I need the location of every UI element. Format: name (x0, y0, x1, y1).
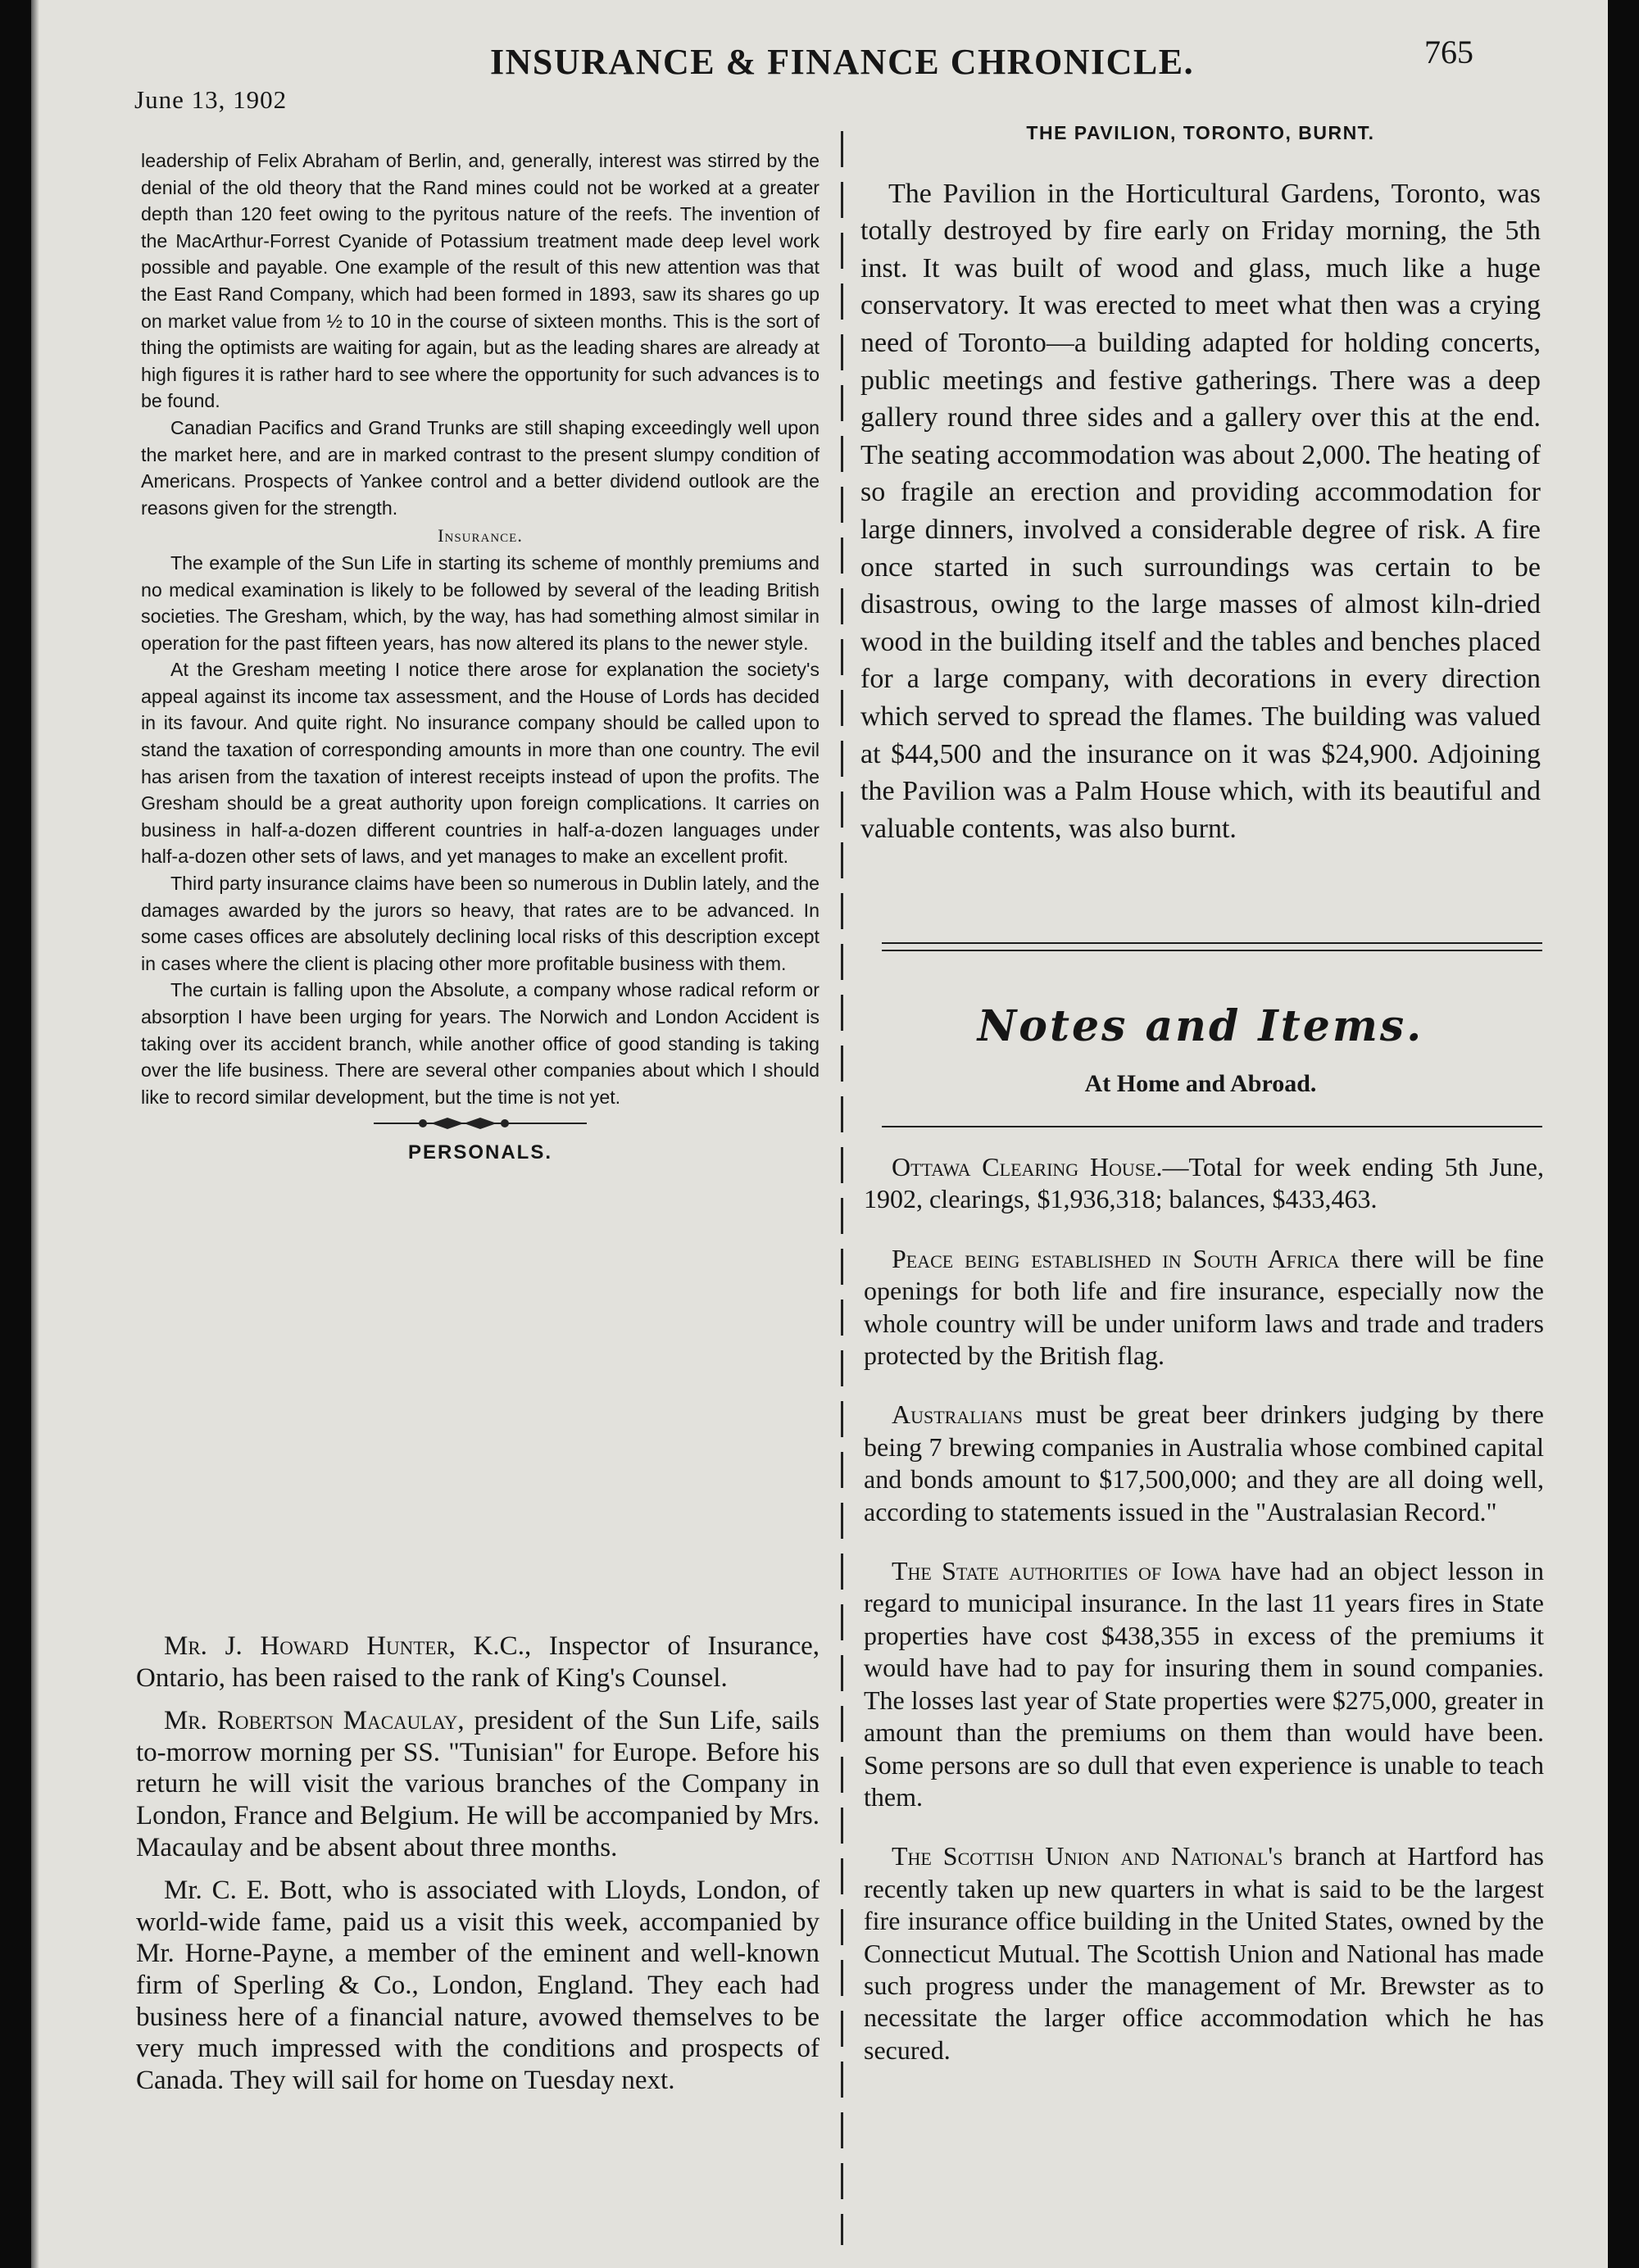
personal-text: Inspector of Insurance, Ontario, has been raised to the rank of King's Counsel. (136, 1631, 820, 1693)
note-text: branch at Hartford has recently taken up new quarters in what is said to be the largest fire insurance office building in the United States, owned by the Connecticut Mutual. The Scottish Union and National has made such progress under the management of Mr. Brewster as to necessitate the larger office accommodation which he has secured. (864, 1841, 1545, 2065)
personal-text: president of the Sun Life, sails to-morrow morning per SS. "Tunisian" for Europe. Before his return he will visit the various branches of the Company in London, France and Belgium. He will be accompanied by Mrs. Macaulay and be absent about three months. (136, 1706, 820, 1862)
left-column-letter (141, 147, 820, 1173)
note-lead: Australians (892, 1399, 1024, 1430)
section-double-rule (882, 942, 1542, 951)
letter-paragraph: Canadian Pacifics and Grand Trunks are still shaping exceedingly well upon the market here, and are in marked contrast to the present slumpy condition of Americans. Prospects of Yankee control and a better dividend outlook are the reasons given for the strength. (141, 416, 820, 519)
pavilion-heading: THE PAVILION, TORONTO, BURNT. (1026, 122, 1375, 143)
note-lead: Peace being established in South Africa (892, 1243, 1340, 1273)
letter-paragraph: The curtain is falling upon the Absolute, a company whose radical reform or absorption I have been urging for years. The Norwich and London Accident is taking over its accident branch, while another office of good standing is taking over the life business. There are several other companies about which I should like to record similar development, but the time is not yet. (141, 979, 820, 1108)
note-lead: The Scottish Union and National's (892, 1841, 1283, 1871)
notes-list (864, 1151, 1544, 2093)
personal-item (136, 1631, 820, 1694)
personal-item: Mr. C. E. Bott, who is associated with Lloyds, London, of world-wide fame, paid us a visit this week, accompanied by Mr. Horne-Payne, a member of the eminent and well-known firm of Sperling & Co., London, England. They each had business here of a financial nature, avowed themselves to be very much impressed with the conditions and prospects of Canada. They will sail for home on Tuesday next. (136, 1876, 820, 2095)
notes-subtitle: At Home and Abroad. (1084, 1070, 1317, 1097)
newspaper-page (31, 0, 1608, 2268)
note-item (864, 1151, 1544, 1216)
note-text: there will be fine openings for both life and fire insurance, especially now the whole country will be under uniform laws and trade and traders protected by the British flag. (864, 1243, 1545, 1371)
page-number: 765 (1424, 34, 1473, 70)
personals-heading: PERSONALS. (407, 1141, 553, 1164)
note-text: have had an object lesson in regard to municipal insurance. In the last 11 years fires in State properties have cost $438,355 in excess of the premiums it would have had to pay for insuring them in sound companies. The losses last year of State properties were $275,000, greater in amount than the premiums on them than would have been. Some persons are so dull that even experience is unable to teach them. (864, 1556, 1544, 1812)
pavilion-article (860, 115, 1541, 847)
personal-name: Mr. J. Howard Hunter, K.C., (164, 1631, 532, 1661)
insurance-subheading: Insurance. (438, 525, 523, 547)
note-item (864, 1840, 1544, 2066)
issue-date: June 13, 1902 (134, 85, 288, 114)
column-divider (841, 131, 843, 2245)
ornament-rule-icon (374, 1115, 587, 1132)
note-text: must be great beer drinkers judging by there being 7 brewing companies in Australia whose combined capital and bonds amount to $17,500,000; and they are all doing well, according to statements issued in the "Australasian Record." (864, 1399, 1544, 1526)
note-lead: Ottawa Clearing House. (892, 1152, 1163, 1182)
notes-title: Notes and Items. (977, 1001, 1424, 1051)
letter-paragraph: The example of the Sun Life in starting its scheme of monthly premiums and no medical examination is likely to be followed by several of the leading British societies. The Gresham, which, by the way, has had something almost similar in operation for the past fifteen years, has now altered its plans to the newer style. (141, 551, 820, 654)
note-item (864, 1399, 1544, 1528)
personals-section (136, 1631, 820, 2107)
note-item (864, 1243, 1544, 1372)
section-ornament (141, 1115, 820, 1135)
journal-title: INSURANCE & FINANCE CHRONICLE. (490, 42, 1195, 82)
note-text: —Total for week ending 5th June, 1902, clearings, $1,936,318; balances, $433,463. (864, 1152, 1544, 1214)
personal-name: Mr. Robertson Macaulay, (164, 1706, 465, 1736)
notes-rule (882, 1126, 1542, 1127)
personal-item (136, 1705, 820, 1863)
note-item (864, 1555, 1544, 1813)
pavilion-text: The Pavilion in the Horticultural Gardens, Toronto, was totally destroyed by fire early on Friday morning, the 5th inst. It was built of wood and glass, much like a huge conservatory. It was erected to meet what then was a crying need of Toronto—a building adapted for holding concerts, public meetings and festive gatherings. There was a deep gallery round three sides and a gallery over this at the end. The seating accommodation was about 2,000. The heating of so fragile an erection and providing accommodation for large dinners, involved a considerable degree of risk. A fire once started in such surroundings was certain to be disastrous, owing to the large masses of almost kiln-dried wood in the building itself and the tables and benches placed for a large company, with decorations in every direction which served to spread the flames. The building was valued at $44,500 and the insurance on it was $24,900. Adjoining the Pavilion was a Palm House which, with its beautiful and valuable contents, was also burnt. (860, 178, 1541, 844)
note-lead: The State authorities of Iowa (892, 1556, 1222, 1586)
letter-paragraph: At the Gresham meeting I notice there arose for explanation the society's appeal against its income tax assessment, and the House of Lords has decided in its favour. And quite right. No insurance company should be called upon to stand the taxation of corresponding amounts in more than one country. The evil has arisen from the taxation of interest receipts instead of upon the profits. The Gresham should be a great authority upon foreign complications. It carries on business in half-a-dozen different countries in half-a-dozen languages under half-a-dozen other sets of laws, and yet manages to make an excellent profit. (141, 659, 820, 868)
letter-paragraph: Third party insurance claims have been so numerous in Dublin lately, and the damages awarded by the jurors so heavy, that rates are to be advanced. In some cases offices are absolutely declining local risks of this description except in cases where the client is placing other more profitable business with them. (141, 873, 820, 974)
letter-paragraph: leadership of Felix Abraham of Berlin, and, generally, interest was stirred by the denial of the old theory that the Rand mines could not be worked at a greater depth than 120 feet owing to the pyritous nature of the reefs. The invention of the MacArthur-Forrest Cyanide of Potassium treatment made deep level work possible and payable. One example of the result of this new attention was that the East Rand Company, which had been formed in 1893, saw its shares go up on market value from ½ to 10 in the course of sixteen months. This is the sort of thing the optimists are waiting for again, but as the leading shares are already at high figures it is rather hard to see where the opportunity for such advances is to be found. (141, 150, 820, 412)
